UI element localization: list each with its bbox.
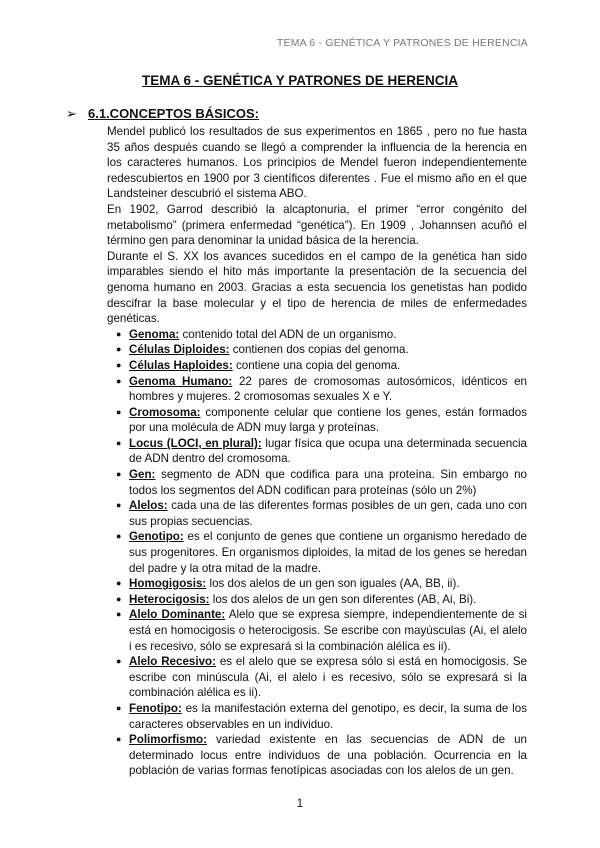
definition-term: Alelo Recesivo:: [129, 655, 216, 669]
definition-term: Células Haploides:: [129, 358, 233, 372]
bullet-icon: ●: [116, 593, 122, 604]
bullet-icon: ●: [116, 359, 122, 370]
definition-text: 22 pares de cromosomas autosómicos, idénticos en hombres y mujeres. 2 cromosomas sexuales X e Y.: [129, 374, 527, 404]
definition-term: Polimorfismo:: [129, 733, 207, 747]
definition-term: Alelo Dominante:: [129, 608, 226, 622]
list-item: [116, 576, 527, 592]
bullet-icon: ●: [116, 500, 122, 511]
running-header: TEMA 6 - GENÉTICA Y PATRONES DE HERENCIA: [276, 37, 528, 49]
bullet-icon: ●: [116, 469, 122, 480]
list-item: [116, 342, 527, 358]
list-item: [116, 529, 527, 576]
definition-term: Fenotipo:: [129, 701, 182, 715]
bullet-icon: ●: [116, 734, 122, 745]
definition-term: Alelos:: [129, 499, 168, 513]
list-item: [116, 498, 527, 529]
document-title: TEMA 6 - GENÉTICA Y PATRONES DE HERENCIA: [141, 73, 459, 88]
list-item: [116, 358, 527, 374]
paragraph-garrod: En 1902, Garrod describió la alcaptonuria, el primer “error congénito del metabolismo” (primera enfermedad “genética”). En 1909 , Johannsen acuñó el término gen para denominar la unidad básica de la herencia.: [107, 202, 527, 248]
definition-term: Homogigosis:: [129, 577, 207, 591]
bullet-icon: ●: [116, 702, 122, 713]
definition-text: contienen dos copias del genoma.: [229, 343, 409, 357]
paragraph-mendel: Mendel publicó los resultados de sus experimentos en 1865 , pero no fue hasta 35 años después cuando se llegó a comprender la influencia de la herencia en los caracteres humanos. Los principios de Mendel fueron independientemente redescubiertos en 1900 por 3 científicos diferentes . Fue el mismo año en el que Landsteiner descubrió el sistema ABO.: [107, 125, 527, 201]
definition-text: cada una de las diferentes formas posibles de un gen, cada uno con sus propias secuencias.: [129, 499, 527, 528]
list-item: [116, 654, 527, 701]
bullet-icon: ●: [116, 437, 122, 448]
bullet-icon: ●: [116, 531, 122, 542]
definition-text: es el conjunto de genes que contiene un organismo heredado de sus progenitores. En organismos diploides, la mitad de los genes se heredan del padre y la otra mitad de la madre.: [129, 530, 527, 575]
definition-text: contiene una copia del genoma.: [232, 358, 401, 372]
list-item: [116, 467, 527, 498]
definition-text: los dos alelos de un gen son diferentes (AB, Ai, Bi).: [209, 592, 477, 606]
bullet-icon: ●: [116, 656, 122, 667]
definition-text: variedad existente en las secuencias de ADN de un determinado locus entre individuos de una población. Ocurrencia en la población de varias formas fenotípicas asociadas con los alelos de un gen.: [129, 733, 527, 778]
paragraph-siglo-xx: Durante el S. XX los avances sucedidos en el campo de la genética han sido imparables siendo el hito más importante la presentación de la secuencia del genoma humano en 2003. Gracias a esta secuencia los genetistas han podido descifrar la base molecular y el tipo de herencia de miles de enfermedades genéticas.: [107, 249, 527, 326]
definition-term: Cromosoma:: [129, 405, 201, 419]
list-item: [116, 374, 527, 405]
definition-term: Locus (LOCI, en plural):: [129, 436, 262, 450]
definition-text: Alelo que se expresa siempre, independientemente de si está en homocigosis o heterocigosis. Se escribe con mayúsculas (Ai, el alelo i es recesivo, sólo se expresará si la combinación alélica es ii).: [129, 608, 527, 653]
list-item: [116, 701, 527, 732]
definitions-list: [116, 327, 527, 779]
definition-term: Genotipo:: [129, 530, 184, 544]
definition-text: segmento de ADN que codifica para una proteína. Sin embargo no todos los segmentos del ADN codifican para proteínas (sólo un 2%): [129, 468, 527, 497]
list-item: [116, 732, 527, 779]
definition-term: Genoma Humano:: [129, 374, 233, 388]
definition-text: componente celular que contiene los genes, están formados por una molécula de ADN muy larga y proteínas.: [129, 405, 527, 435]
definition-text: lugar física que ocupa una determinada secuencia de ADN dentro del cromosoma.: [129, 436, 527, 466]
list-item: [116, 607, 527, 654]
bullet-icon: ●: [116, 406, 122, 417]
bullet-icon: ●: [116, 375, 122, 386]
definition-text: es la manifestación externa del genotipo, es decir, la suma de los caracteres observables en un individuo.: [129, 701, 527, 731]
list-item: [116, 592, 527, 608]
bullet-icon: ●: [116, 328, 122, 339]
list-item: [116, 327, 527, 343]
definition-text: los dos alelos de un gen son iguales (AA, BB, ii).: [206, 577, 460, 591]
section-heading-text: 6.1.CONCEPTOS BÁSICOS:: [88, 106, 259, 121]
document-body: [107, 124, 527, 779]
bullet-icon: ●: [116, 578, 122, 589]
definition-term: Genoma:: [129, 327, 180, 341]
list-item: [116, 405, 527, 436]
list-item: [116, 436, 527, 467]
definition-text: es el alelo que se expresa sólo si está en homocigosis. Se escribe con minúscula (Ai, el alelo i es recesivo, sólo se expresará si la combinación alélica es ii).: [129, 655, 527, 700]
definition-text: contenido total del ADN de un organismo.: [179, 327, 397, 341]
page-number: 1: [296, 798, 304, 810]
definition-term: Heterocigosis:: [129, 592, 210, 606]
definition-term: Células Diploides:: [129, 343, 230, 357]
definition-term: Gen:: [129, 468, 156, 482]
bullet-icon: ●: [116, 609, 122, 620]
section-heading: [66, 106, 259, 122]
arrow-bullet-icon: ➢: [66, 106, 77, 121]
bullet-icon: ●: [116, 344, 122, 355]
